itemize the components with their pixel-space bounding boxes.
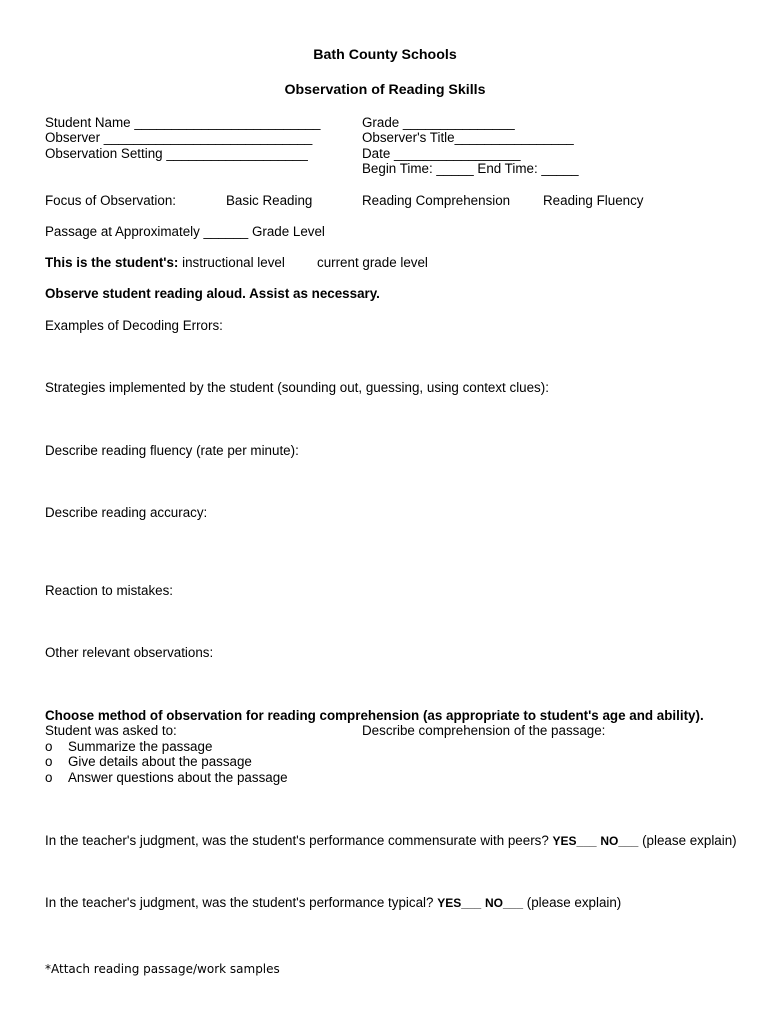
attachment-note: *Attach reading passage/work samples [45,962,280,976]
student-level-label: This is the student's: [45,255,179,270]
grade-field: Grade _______________ [362,115,515,130]
option-summarize: Summarize the passage [68,739,213,754]
judgment-peers-explain: (please explain) [642,833,737,848]
observation-setting-field: Observation Setting ___________________ [45,146,308,161]
student-level-row [45,255,285,271]
judgment-typical-no: NO___ [484,896,523,910]
option-give-details: Give details about the passage [68,754,252,769]
asked-to-label: Student was asked to: [45,723,177,738]
passage-level: Passage at Approximately ______ Grade Level [45,224,325,239]
date-field: Date _________________ [362,146,521,161]
option-answer-questions: Answer questions about the passage [68,770,288,785]
student-level-current-grade: current grade level [317,255,428,270]
reading-instruction: Observe student reading aloud. Assist as necessary. [45,286,380,301]
fluency-prompt: Describe reading fluency (rate per minute): [45,443,299,458]
judgment-typical-question: In the teacher's judgment, was the student's performance typical? [45,895,434,910]
focus-option-reading-comprehension: Reading Comprehension [362,193,511,208]
observers-title-field: Observer's Title________________ [362,130,574,145]
focus-label: Focus of Observation: [45,193,176,208]
other-observations-prompt: Other relevant observations: [45,645,214,660]
mistakes-prompt: Reaction to mistakes: [45,583,174,598]
describe-comprehension-label: Describe comprehension of the passage: [362,723,606,738]
strategies-prompt: Strategies implemented by the student (sounding out, guessing, using context clues): [45,380,549,395]
judgment-peers-yes: YES___ [552,834,597,848]
judgment-typical-row [45,895,621,911]
bullet-icon: o [45,739,53,754]
judgment-typical-yes: YES___ [437,896,482,910]
observer-field: Observer ____________________________ [45,130,313,145]
judgment-peers-row [45,833,737,849]
student-name-field: Student Name _________________________ [45,115,321,130]
focus-option-basic-reading: Basic Reading [226,193,313,208]
judgment-typical-explain: (please explain) [526,895,622,910]
decoding-errors-prompt: Examples of Decoding Errors: [45,318,223,333]
focus-option-reading-fluency: Reading Fluency [543,193,644,208]
bullet-icon: o [45,770,53,785]
judgment-peers-question: In the teacher's judgment, was the student's performance commensurate with peers? [45,833,549,848]
district-title: Bath County Schools [313,47,457,63]
form-title: Observation of Reading Skills [284,82,486,98]
begin-end-time-field: Begin Time: _____ End Time: _____ [362,161,579,176]
bullet-icon: o [45,754,53,769]
student-level-instructional: instructional level [182,255,285,270]
comprehension-heading: Choose method of observation for reading comprehension (as appropriate to student's age and ability). [45,708,704,723]
accuracy-prompt: Describe reading accuracy: [45,505,208,520]
judgment-peers-no: NO___ [600,834,639,848]
